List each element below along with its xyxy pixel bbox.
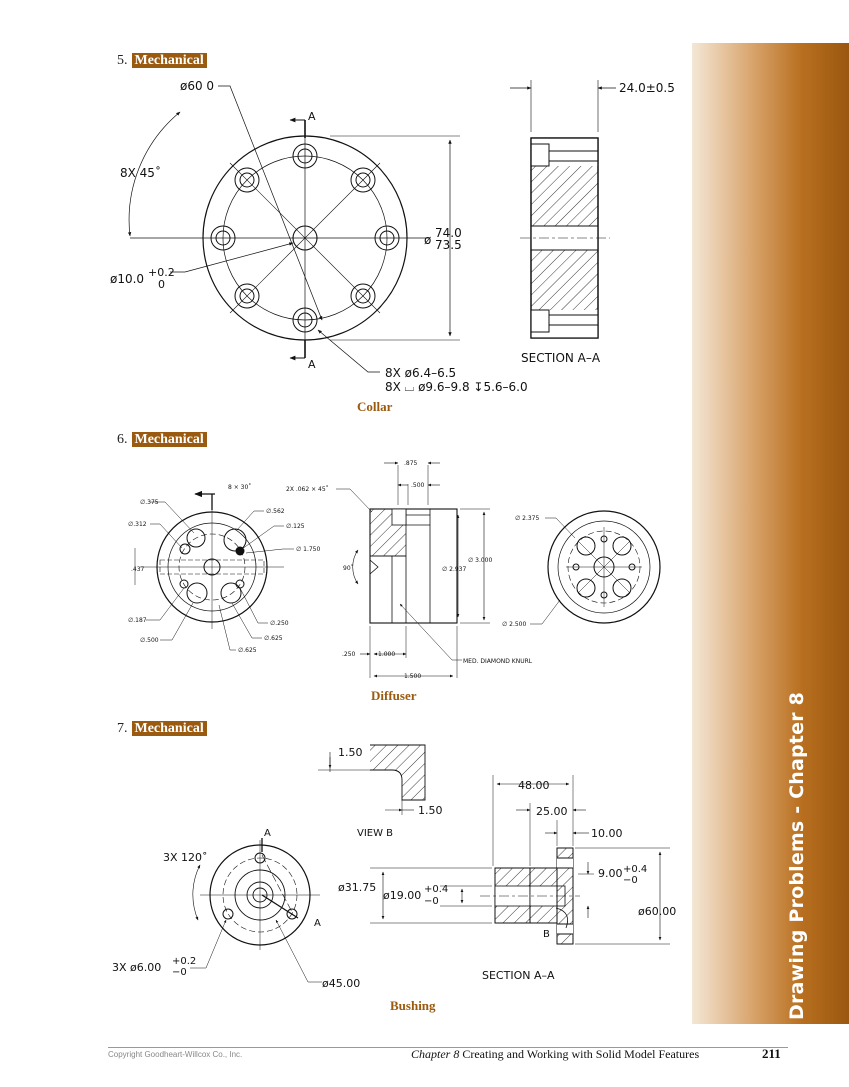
chapter-prefix: Chapter 8: [411, 1047, 460, 1061]
dim-9-upper: +0.4: [623, 864, 648, 875]
dim-500w: .500: [411, 482, 425, 489]
collar-thickness-label: 24.0±0.5: [619, 81, 675, 95]
collar-bolt-circle-label: ø60 0: [180, 79, 215, 93]
problem-7-heading: 7. Mechanical: [117, 721, 207, 737]
dim-562: ∅.562: [266, 508, 285, 515]
bushing-letter-b: B: [543, 929, 550, 940]
view-b-dim-b: 1.50: [418, 804, 443, 817]
view-b-dim-a: 1.50: [338, 746, 363, 759]
chapter-title: Creating and Working with Solid Model Features: [462, 1047, 700, 1061]
dim-625b: ∅.625: [238, 647, 257, 654]
caption-bushing: Bushing: [390, 998, 436, 1013]
dim-3175: ø31.75: [338, 881, 377, 894]
bushing-letter-a-bottom: A: [314, 918, 321, 929]
collar-tol-upper: +0.2: [148, 266, 175, 279]
problem-tag: Mechanical: [132, 432, 207, 447]
dim-1750: ∅ 1.750: [296, 546, 321, 553]
caption-collar: Collar: [357, 399, 393, 414]
dim-312: ∅.312: [128, 521, 147, 528]
dim-9-lower: −0: [623, 875, 638, 886]
bushing-view-b: [318, 745, 425, 815]
dim-437: .437: [131, 566, 145, 573]
dim-625a: ∅.625: [264, 635, 283, 642]
dim-19-upper: +0.4: [424, 884, 449, 895]
sidebar-title: Drawing Problems - Chapter 8: [786, 691, 808, 1020]
dim-45: ø45.00: [322, 977, 361, 990]
copyright: Copyright Goodheart-Willcox Co., Inc.: [108, 1050, 243, 1059]
collar-center-hole-label: ø10.0: [110, 272, 145, 286]
dim-250-dia: ∅.250: [270, 620, 289, 627]
knurl-note: MED. DIAMOND KNURL: [463, 658, 533, 665]
dim-19-lower: −0: [424, 896, 439, 907]
collar-angle-label: 8X 45˚: [120, 166, 161, 180]
dim-60: ø60.00: [638, 905, 677, 918]
dim-2375: ∅ 2.375: [515, 515, 540, 522]
diffuser-right-view: [530, 511, 660, 624]
problem-5-heading: 5. Mechanical: [117, 53, 207, 69]
collar-outer-dia-upper: 74.0: [435, 226, 462, 240]
collar-outer-dia-lower: 73.5: [435, 238, 462, 252]
bushing-section-label: SECTION A–A: [482, 969, 555, 982]
bushing-letter-a-top: A: [264, 828, 271, 839]
dim-6-upper: +0.2: [172, 956, 197, 967]
dim-25: 25.00: [536, 805, 568, 818]
diffuser-side-view: [336, 463, 493, 678]
problem-tag: Mechanical: [132, 53, 207, 68]
collar-tol-lower: 0: [158, 278, 165, 291]
dim-19: ø19.00: [383, 889, 422, 902]
collar-section-letter-bottom: A: [308, 358, 316, 371]
collar-drawing: [129, 80, 616, 372]
dim-angle: 8 × 30˚: [228, 484, 252, 491]
dim-2937: ∅ 2.937: [442, 566, 467, 573]
dim-10: 10.00: [591, 827, 623, 840]
dim-90: 90˚: [343, 565, 354, 572]
collar-hole-note-2: 8X ⌴ ø9.6–9.8 ↧5.6–6.0: [385, 380, 528, 394]
dim-875: .875: [404, 460, 418, 467]
collar-outer-dia-sym: ø: [424, 233, 432, 247]
diffuser-labels: [128, 460, 539, 680]
dim-1000: 1.000: [378, 651, 396, 658]
problem-6-heading: 6. Mechanical: [117, 432, 207, 448]
problem-tag: Mechanical: [132, 721, 207, 736]
dim-2500: ∅ 2.500: [502, 621, 527, 628]
dim-500: ∅.500: [140, 637, 159, 644]
page-number: 211: [762, 1046, 781, 1061]
dim-6: 3X ø6.00: [112, 961, 162, 974]
dim-250w: .250: [342, 651, 356, 658]
dim-6-lower: −0: [172, 967, 187, 978]
dim-chamfer: 2X .062 × 45˚: [286, 486, 329, 493]
dim-3000: ∅ 3.000: [468, 557, 493, 564]
collar-section-label: SECTION A–A: [521, 351, 601, 365]
collar-hole-note-1: 8X ø6.4–6.5: [385, 366, 457, 380]
bushing-front-view: [190, 838, 322, 982]
dim-9: 9.00: [598, 867, 623, 880]
dim-375: ∅.375: [140, 499, 159, 506]
dim-1500: 1.500: [404, 673, 422, 680]
chapter-footer: [411, 1047, 699, 1062]
collar-section-letter-top: A: [308, 110, 316, 123]
view-b-label: VIEW B: [357, 828, 394, 839]
caption-diffuser: Diffuser: [371, 688, 417, 703]
dim-48: 48.00: [518, 779, 550, 792]
bushing-angle: 3X 120˚: [163, 851, 208, 864]
dim-125: ∅.125: [286, 523, 305, 530]
dim-187: ∅.187: [128, 617, 147, 624]
